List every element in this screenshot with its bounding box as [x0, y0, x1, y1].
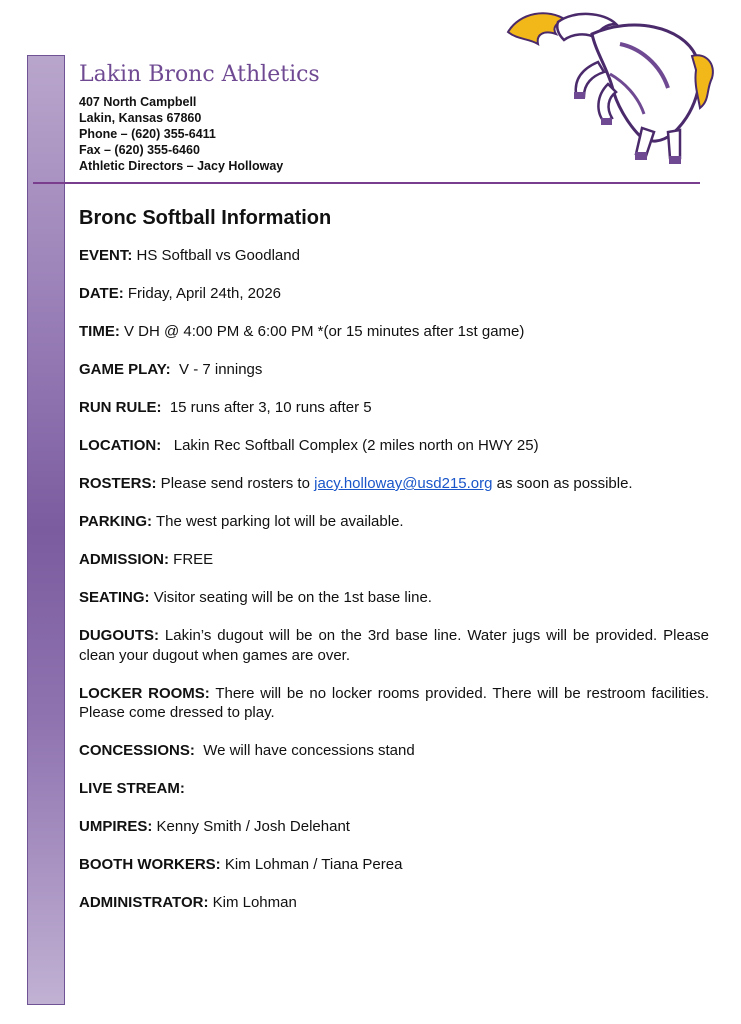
rosters-text-after: as soon as possible. — [492, 475, 633, 492]
phone: Phone – (620) 355-6411 — [79, 127, 216, 141]
dugouts-row — [79, 626, 709, 665]
game-play-label: GAME PLAY: — [79, 361, 171, 378]
time-value: V DH @ 4:00 PM & 6:00 PM *(or 15 minutes after 1st game) — [119, 323, 525, 340]
concessions-row — [79, 741, 709, 761]
run-rule-label: RUN RULE: — [79, 399, 162, 416]
run-rule-value: 15 runs after 3, 10 runs after 5 — [161, 399, 372, 416]
umpires-value: Kenny Smith / Josh Delehant — [152, 818, 350, 835]
location-value: Lakin Rec Softball Complex (2 miles north on HWY 25) — [161, 437, 539, 454]
booth-workers-row — [79, 855, 709, 875]
locker-rooms-row — [79, 684, 709, 723]
rosters-email-link[interactable]: jacy.holloway@usd215.org — [314, 475, 493, 492]
rosters-text-before: Please send rosters to — [156, 475, 315, 492]
umpires-row — [79, 817, 709, 837]
dugouts-value: Lakin’s dugout will be on the 3rd base line. Water jugs will be provided. Please clean your dugout when games are over. — [79, 627, 709, 664]
concessions-value: We will have concessions stand — [194, 742, 415, 759]
administrator-row — [79, 893, 709, 913]
admission-label: ADMISSION: — [79, 551, 169, 568]
event-label: EVENT: — [79, 247, 133, 264]
time-label: TIME: — [79, 323, 120, 340]
live-stream-label: LIVE STREAM: — [79, 780, 185, 797]
concessions-label: CONCESSIONS: — [79, 742, 195, 759]
bucking-bronco-mascot-icon — [500, 4, 720, 174]
dugouts-label: DUGOUTS: — [79, 627, 159, 644]
time-row — [79, 322, 709, 342]
seating-label: SEATING: — [79, 589, 150, 606]
run-rule-row — [79, 398, 709, 418]
game-play-row — [79, 360, 709, 380]
date-value: Friday, April 24th, 2026 — [123, 285, 282, 302]
administrator-label: ADMINISTRATOR: — [79, 894, 209, 911]
administrator-value: Kim Lohman — [208, 894, 297, 911]
parking-label: PARKING: — [79, 513, 153, 530]
live-stream-row — [79, 779, 709, 799]
rosters-row — [79, 474, 709, 494]
rosters-label: ROSTERS: — [79, 475, 157, 492]
date-row — [79, 284, 709, 304]
game-play-value: V - 7 innings — [170, 361, 263, 378]
locker-rooms-value: There will be no locker rooms provided. There will be restroom facilities. Please come dressed to play. — [79, 684, 709, 721]
address-city: Lakin, Kansas 67860 — [79, 111, 202, 125]
location-row — [79, 436, 709, 456]
athletic-directors: Athletic Directors – Jacy Holloway — [79, 159, 284, 173]
booth-workers-value: Kim Lohman / Tiana Perea — [220, 856, 403, 873]
org-name: Lakin Bronc Athletics — [79, 62, 320, 87]
location-label: LOCATION: — [79, 437, 162, 454]
parking-value: The west parking lot will be available. — [152, 513, 404, 530]
event-value: HS Softball vs Goodland — [132, 247, 300, 264]
letterhead — [79, 60, 499, 174]
admission-value: FREE — [169, 551, 214, 568]
locker-rooms-label: LOCKER ROOMS: — [79, 684, 210, 702]
header-divider — [33, 182, 700, 184]
seating-row — [79, 588, 709, 608]
seating-value: Visitor seating will be on the 1st base line. — [149, 589, 432, 606]
address-street: 407 North Campbell — [79, 95, 197, 109]
event-row — [79, 246, 709, 266]
parking-row — [79, 512, 709, 532]
doc-title: Bronc Softball Information — [79, 207, 332, 229]
date-label: DATE: — [79, 285, 124, 302]
info-sheet — [79, 204, 709, 931]
fax: Fax – (620) 355-6460 — [79, 143, 200, 157]
sidebar-stripe — [27, 55, 65, 1005]
booth-workers-label: BOOTH WORKERS: — [79, 856, 221, 873]
umpires-label: UMPIRES: — [79, 818, 153, 835]
admission-row — [79, 550, 709, 570]
